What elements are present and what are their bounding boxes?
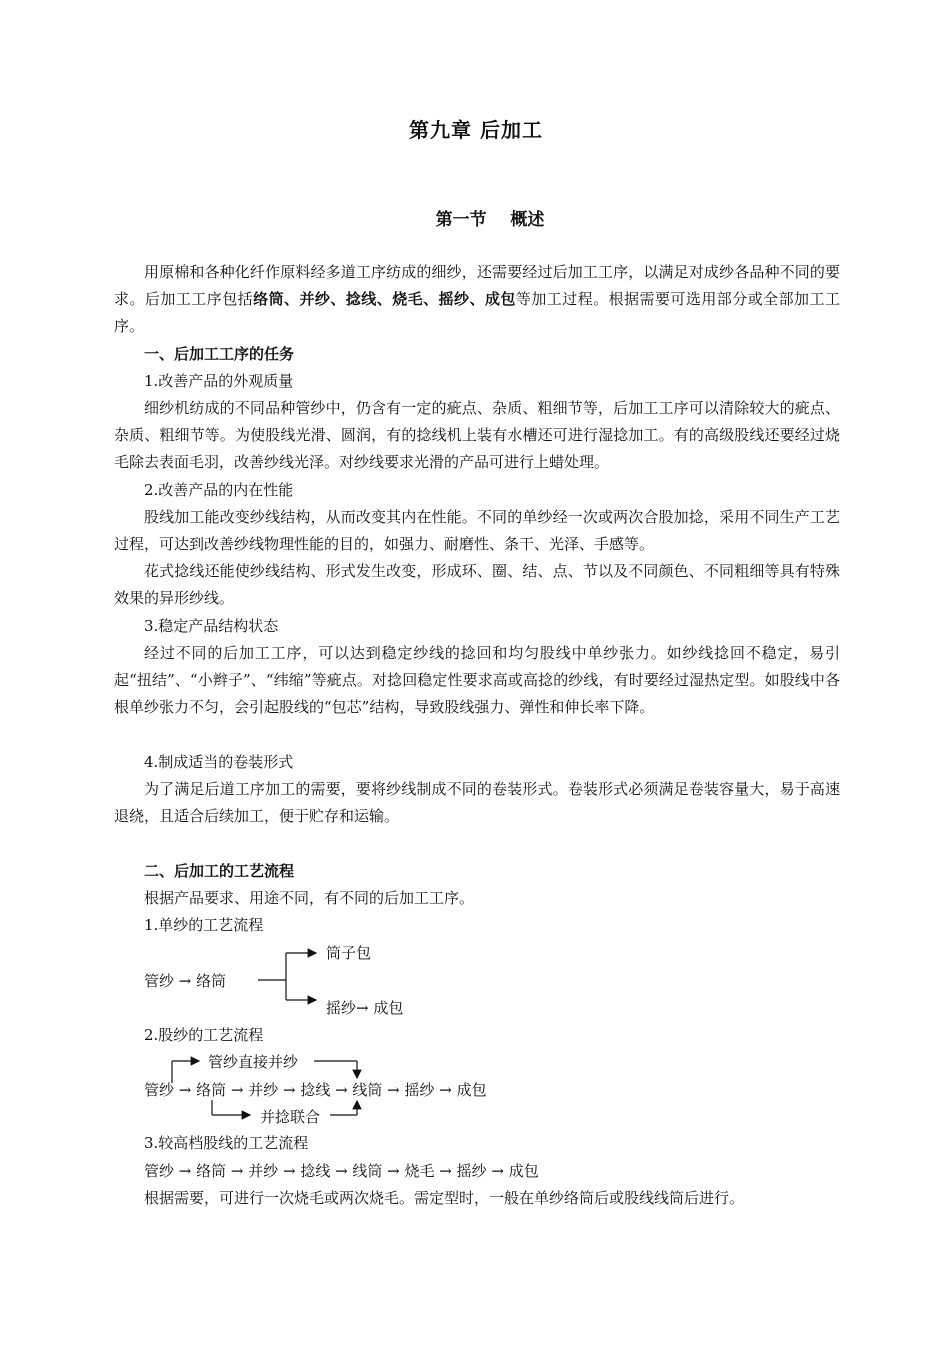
item3-title: 3.稳定产品结构状态 [144,617,279,635]
flow1-branch-top: 筒子包 [326,944,372,962]
closing-text: 根据需要，可进行一次烧毛或两次烧毛。需定型时，一般在单纱络筒后或股线线筒后进行。 [144,1189,745,1207]
flow3-title: 3.较高档股线的工艺流程 [144,1134,309,1152]
flow3-line: 管纱 → 络筒 → 并纱 → 捻线 → 线筒 → 烧毛 → 摇纱 → 成包 [144,1162,539,1180]
item2-title: 2.改善产品的内在性能 [144,481,294,499]
item1-title: 1.改善产品的外观质量 [144,372,294,390]
flow2-title: 2.股纱的工艺流程 [144,1026,264,1044]
item4-title: 4.制成适当的卷装形式 [144,753,294,771]
section-number: 第一节 [435,210,487,230]
intro-text-2: 等加工过程。根据需要可选用部分或全部加工工序。 [114,290,840,335]
flow2-bottom: 并捻联合 [260,1108,321,1126]
intro-bold-terms: 络筒、并纱、捻线、烧毛、摇纱、成包 [253,290,516,308]
sec2-heading: 二、后加工的工艺流程 [144,862,295,880]
flow1-start: 管纱 → 络筒 [144,972,227,990]
flow2-main: 管纱 → 络筒 → 并纱 → 捻线 → 线筒 → 摇纱 → 成包 [144,1081,487,1099]
item2-paragraph-2: 花式捻线还能使纱线结构、形式发生改变，形成环、圈、结、点、节以及不同颜色、不同粗细等具有特殊效果的异形纱线。 [114,562,840,607]
sec1-heading: 一、后加工工序的任务 [144,345,295,363]
item4-paragraph: 为了满足后道工序加工的需要，要将纱线制成不同的卷装形式。卷装形式必须满足卷装容量大，易于高速退绕，且适合后续加工，便于贮存和运输。 [114,780,840,825]
sec2-intro: 根据产品要求、用途不同，有不同的后加工工序。 [144,889,475,907]
section-name: 概述 [510,210,545,230]
chapter-title: 第九章 后加工 [409,118,543,142]
flow1-branch-bottom: 摇纱→ 成包 [326,999,404,1017]
item3-paragraph: 经过不同的后加工工序，可以达到稳定纱线的捻回和均匀股线中单纱张力。如纱线捻回不稳定，易引起“扭结”、“小辫子”、“纬缩”等疵点。对捻回稳定性要求高或高捻的纱线，有时要经过湿热定型。如股线中各根单纱张力不匀，会引起股线的“包芯”结构，导致股线强力、弹性和伸长率下降。 [114,644,840,716]
flow1-title: 1.单纱的工艺流程 [144,916,264,934]
item1-paragraph: 细纱机纺成的不同品种管纱中，仍含有一定的疵点、杂质、粗细节等，后加工工序可以清除较大的疵点、杂质、粗细节等。为使股线光滑、圆润，有的捻线机上装有水槽还可进行湿捻加工。有的高级股线还要经过烧毛除去表面毛羽，改善纱线光泽。对纱线要求光滑的产品可进行上蜡处理。 [114,399,840,471]
flow2-top: 管纱直接并纱 [208,1053,299,1071]
intro-text-1: 用原棉和各种化纤作原料经多道工序纺成的细纱，还需要经过后加工工序，以满足对成纱各品种不同的要求。后加工工序包括 [114,263,840,308]
item2-paragraph-1: 股线加工能改变纱线结构，从而改变其内在性能。不同的单纱经一次或两次合股加捻，采用不同生产工艺过程，可达到改善纱线物理性能的目的，如强力、耐磨性、条干、光泽、手感等。 [114,508,840,553]
